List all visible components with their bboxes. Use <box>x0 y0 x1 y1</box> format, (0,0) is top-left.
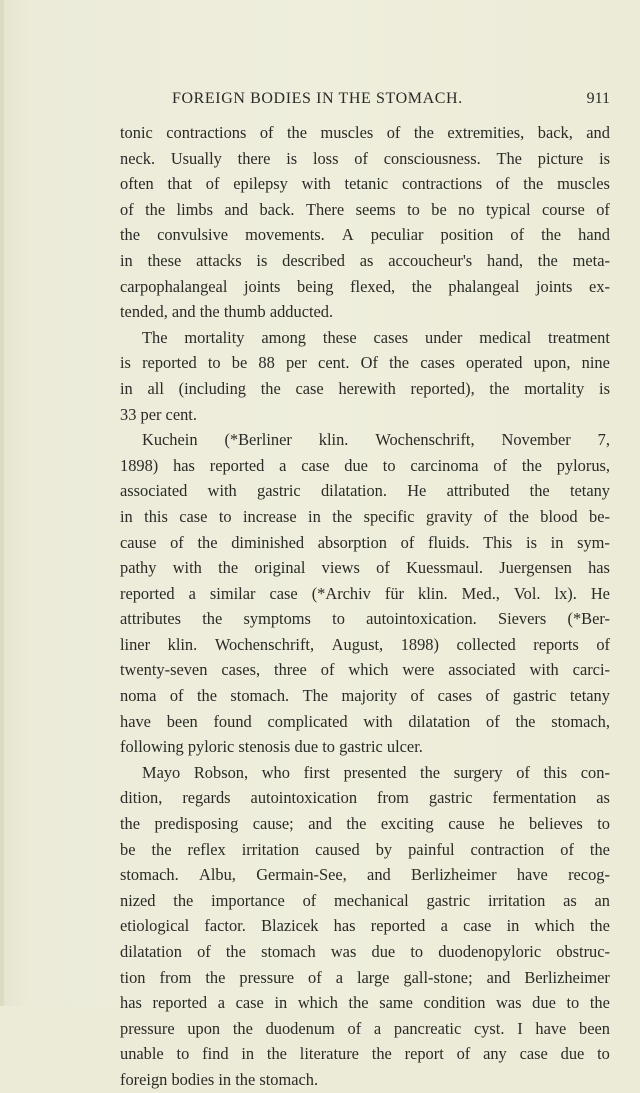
paragraph <box>120 427 610 760</box>
text-line: nized the importance of mechanical gastric irritation as an <box>120 890 610 910</box>
text-line: Kuchein (*Berliner klin. Wochenschrift, November 7, <box>142 430 610 450</box>
text-line: of the limbs and back. There seems to be no typical course of <box>120 199 610 219</box>
text-line: in these attacks is described as accoucheur's hand, the meta- <box>120 250 610 270</box>
body-text <box>120 120 610 1093</box>
text-line: Mayo Robson, who first presented the surgery of this con- <box>142 762 610 782</box>
text-line: attributes the symptoms to autointoxication. Sievers (*Ber- <box>120 609 610 629</box>
text-line: cause of the diminished absorption of fluids. This is in sym- <box>120 532 610 552</box>
text-line: following pyloric stenosis due to gastric ulcer. <box>120 737 423 757</box>
text-line: stomach. Albu, Germain-See, and Berlizheimer have recog- <box>120 865 610 885</box>
text-line: reported a similar case (*Archiv für klin. Med., Vol. lx). He <box>120 583 610 603</box>
text-line: has reported a case in which the same condition was due to the <box>120 993 610 1013</box>
text-line: have been found complicated with dilatation of the stomach, <box>120 711 610 731</box>
paragraph <box>120 760 610 1093</box>
text-line: the predisposing cause; and the exciting cause he believes to <box>120 814 610 834</box>
page-number: 911 <box>586 90 610 107</box>
text-line: tion from the pressure of a large gall-stone; and Berlizheimer <box>120 967 610 987</box>
text-line: in this case to increase in the specific gravity of the blood be- <box>120 506 610 526</box>
text-line: tended, and the thumb adducted. <box>120 302 334 322</box>
text-line: noma of the stomach. The majority of cases of gastric tetany <box>120 686 610 706</box>
running-title: FOREIGN BODIES IN THE STOMACH. <box>172 90 463 107</box>
text-line: etiological factor. Blazicek has reported a case in which the <box>120 916 610 936</box>
text-line: neck. Usually there is loss of consciousness. The picture is <box>120 148 610 168</box>
text-line: 1898) has reported a case due to carcinoma of the pylorus, <box>120 455 610 475</box>
text-line: dition, regards autointoxication from gastric fermentation as <box>120 788 610 808</box>
text-line: often that of epilepsy with tetanic contractions of the muscles <box>120 174 610 194</box>
text-line: be the reflex irritation caused by painful contraction of the <box>120 839 610 859</box>
text-line: in all (including the case herewith reported), the mortality is <box>120 378 610 398</box>
text-line: tonic contractions of the muscles of the extremities, back, and <box>120 123 610 142</box>
paragraph <box>120 325 610 427</box>
page-header <box>120 90 610 114</box>
text-line: unable to find in the literature the report of any case due to <box>120 1044 610 1064</box>
text-line: dilatation of the stomach was due to duodenopyloric obstruc- <box>120 942 610 961</box>
text-line: the convulsive movements. A peculiar position of the hand <box>120 225 610 245</box>
page-gutter-shadow <box>0 0 4 1006</box>
text-line: liner klin. Wochenschrift, August, 1898) collected reports of <box>120 634 610 654</box>
text-line: pathy with the original views of Kuessmaul. Juergensen has <box>120 558 610 578</box>
text-line: 33 per cent. <box>120 404 197 424</box>
text-line: twenty-seven cases, three of which were associated with carci- <box>120 660 610 680</box>
text-line: foreign bodies in the stomach. <box>120 1069 319 1089</box>
text-line: carpophalangeal joints being flexed, the phalangeal joints ex- <box>120 276 610 296</box>
text-line: pressure upon the duodenum of a pancreatic cyst. I have been <box>120 1018 610 1038</box>
text-line: associated with gastric dilatation. He attributed the tetany <box>120 481 610 501</box>
paragraph <box>120 120 610 325</box>
text-line: is reported to be 88 per cent. Of the cases operated upon, nine <box>120 353 610 373</box>
text-line: The mortality among these cases under medical treatment <box>142 327 610 347</box>
